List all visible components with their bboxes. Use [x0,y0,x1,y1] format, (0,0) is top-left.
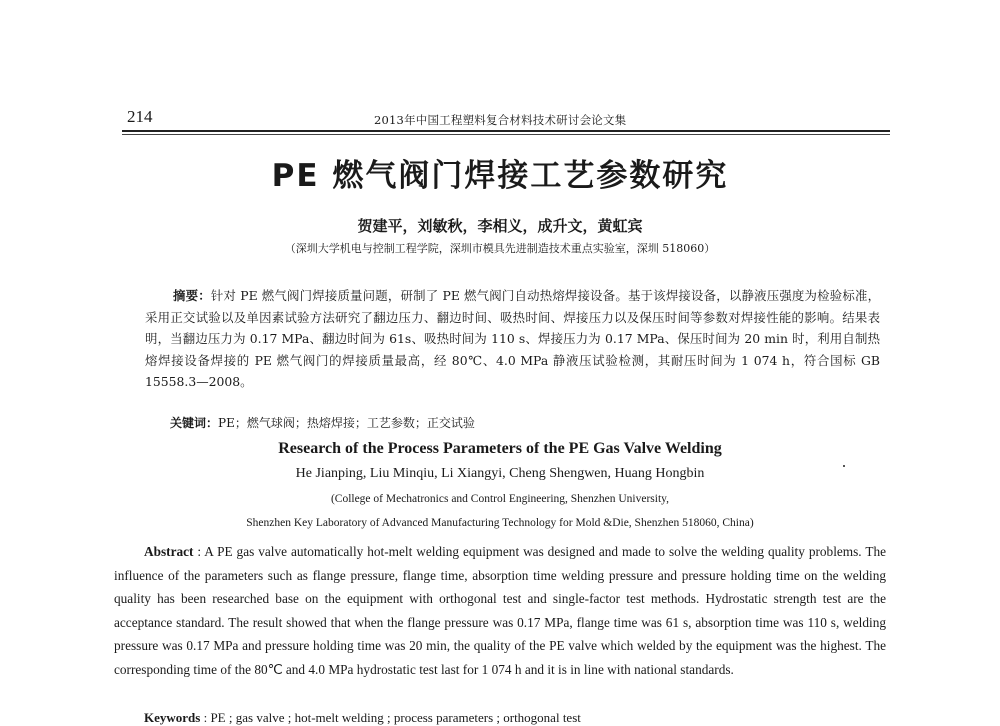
keywords-en-text: : PE ; gas valve ; hot-melt welding ; process parameters ; orthogonal test [200,710,581,725]
authors-en: He Jianping, Liu Minqiu, Li Xiangyi, Cheng Shengwen, Huang Hongbin [295,466,705,481]
affiliation-en-line2: Shenzhen Key Laboratory of Advanced Manufacturing Technology for Mold &Die, Shenzhen 518060, China) [246,517,754,529]
keywords-en [144,710,581,726]
running-header: 2013年中国工程塑料复合材料技术研讨会论文集 [374,113,627,127]
keywords-cn-label: 关键词： [170,416,219,430]
paper-title-cn: PE 燃气阀门焊接工艺参数研究 [271,158,729,194]
header-rule-thin [122,134,890,135]
abstract-en-label: Abstract [144,544,194,559]
abstract-en-text: : A PE gas valve automatically hot-melt welding equipment was designed and made to solve the welding quality problems. The influence of the parameters such as flange pressure, flange time, absorption time welding pressure and pressure holding time on the welding quality has been researched base on the equipment with orthogonal test and single-factor test methods. Hydrostatic strength test are the acceptance standard. The result showed that when the flange pressure was 0.17 MPa, flange time was 61 s, absorption time was 110 s, welding pressure was 0.17 MPa and pressure holding time was 20 min, the quality of the PE valve which welded by the equipment was the highest. The corresponding time of the 80℃ and 4.0 MPa hydrostatic test last for 1 074 h and it is in line with national standards. [114,544,886,677]
authors-cn: 贺建平，刘敏秋，李相义，成升文，黄虹宾 [357,217,643,235]
header-rule [122,130,890,132]
paper-title-en: Research of the Process Parameters of the PE Gas Valve Welding [278,440,722,457]
keywords-cn-text: PE；燃气球阀；热熔焊接；工艺参数；正交试验 [218,416,475,430]
affiliation-en-line1: (College of Mechatronics and Control Engineering, Shenzhen University, [330,493,670,505]
abstract-cn [145,285,880,393]
abstract-cn-label: 摘要： [173,288,211,303]
affiliation-cn: （深圳大学机电与控制工程学院，深圳市模具先进制造技术重点实验室，深圳 518060） [284,242,716,255]
abstract-en [114,540,886,681]
page-number: 214 [127,107,153,126]
keywords-en-label: Keywords [144,710,201,725]
abstract-cn-text: 针对 PE 燃气阀门焊接质量问题，研制了 PE 燃气阀门自动热熔焊接设备。基于该焊接设备，以静液压强度为检验标准，采用正交试验以及单因素试验方法研究了翻边压力、翻边时间、吸热时间、焊接压力以及保压时间等参数对焊接性能的影响。结果表明，当翻边压力为 0.17 MPa、翻边时间为 61s、吸热时间为 110 s、焊接压力为 0.17 MPa、保压时间为 20 min 时，利用自制热熔焊接设备焊接的 PE 燃气阀门的焊接质量最高，经 80℃、4.0 MPa 静液压试验检测，其耐压时间为 1 074 h，符合国标 GB 15558.3—2008。 [145,288,880,389]
keywords-cn [170,414,475,431]
